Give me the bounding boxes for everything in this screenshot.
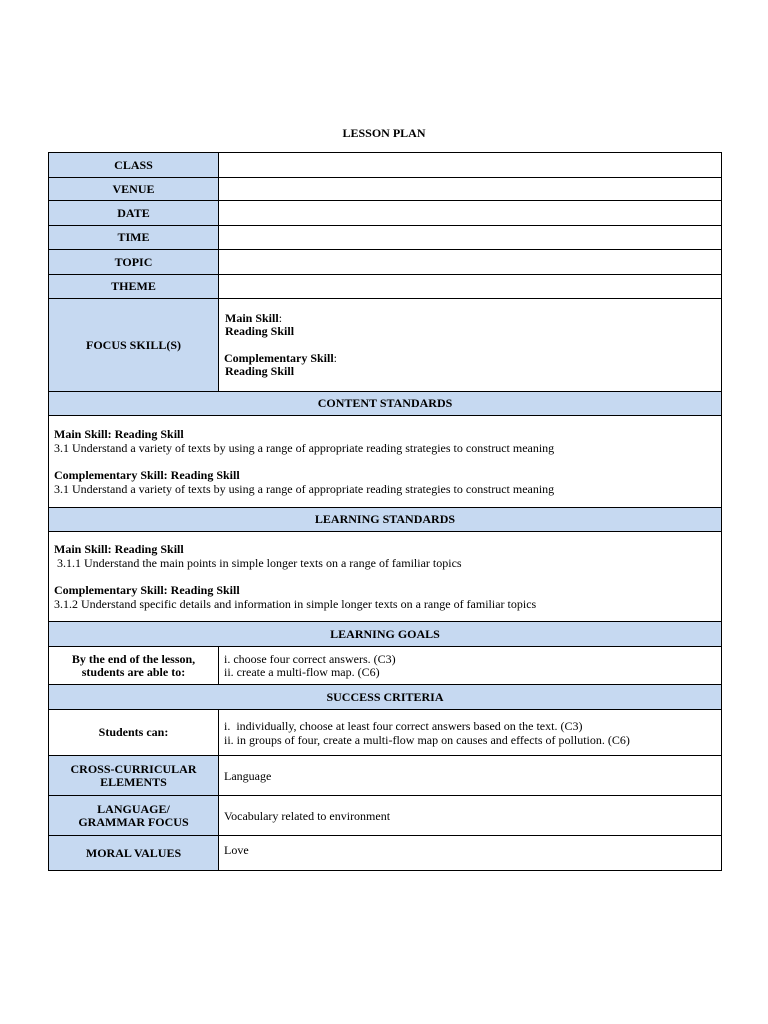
content-standards-header-row (49, 392, 722, 416)
cross-curricular-label (49, 756, 219, 796)
content-standards-row (49, 416, 722, 508)
learning-main-text: 3.1.1 Understand the main points in simple longer texts on a range of familiar topics (54, 556, 462, 570)
moral-values-value: Love (219, 836, 722, 871)
theme-value[interactable] (219, 275, 722, 299)
learning-goals-header-row (49, 622, 722, 647)
content-comp-text: 3.1 Understand a variety of texts by using a range of appropriate reading strategies to construct meaning (54, 482, 555, 496)
learning-standards-header: LEARNING STANDARDS (49, 508, 722, 532)
learning-comp-title: Complementary Skill: Reading Skill (54, 583, 240, 597)
language-focus-value: Vocabulary related to environment (219, 796, 722, 836)
success-criterion-1: i. individually, choose at least four correct answers based on the text. (C3) (224, 718, 583, 733)
page-title: LESSON PLAN (342, 126, 426, 140)
learning-goals-label-line1: By the end of the lesson, (71, 651, 196, 666)
learning-standards-header-row (49, 508, 722, 532)
info-row-venue (49, 178, 722, 201)
time-value[interactable] (219, 226, 722, 250)
cross-curricular-label-line1: CROSS-CURRICULAR (70, 761, 197, 776)
learning-goals-label-line2: students are able to: (81, 664, 186, 679)
learning-goal-1: i. choose four correct answers. (C3) (224, 651, 396, 666)
theme-label: THEME (49, 275, 219, 299)
info-row-theme (49, 275, 722, 299)
topic-value[interactable] (219, 250, 722, 275)
info-row-date (49, 201, 722, 226)
focus-skills-label: FOCUS SKILL(S) (49, 299, 219, 392)
success-criteria-header: SUCCESS CRITERIA (49, 685, 722, 710)
learning-standards-body (49, 532, 722, 622)
moral-values-label: MORAL VALUES (49, 836, 219, 871)
date-value[interactable] (219, 201, 722, 226)
class-label: CLASS (49, 153, 219, 178)
venue-value[interactable] (219, 178, 722, 201)
learning-goals-value (219, 647, 722, 685)
language-focus-label (49, 796, 219, 836)
lesson-plan-table (48, 152, 722, 871)
cross-curricular-row (49, 756, 722, 796)
success-criterion-2: ii. in groups of four, create a multi-flow map on causes and effects of pollution. (C6) (224, 732, 630, 747)
venue-label: VENUE (49, 178, 219, 201)
topic-label: TOPIC (49, 250, 219, 275)
complementary-skill-value: Reading Skill (225, 364, 295, 378)
learning-goals-row (49, 647, 722, 685)
content-comp-title: Complementary Skill: Reading Skill (54, 468, 240, 482)
learning-goals-label (49, 647, 219, 685)
focus-skills-row (49, 299, 722, 392)
learning-goals-header: LEARNING GOALS (49, 622, 722, 647)
cross-curricular-label-line2: ELEMENTS (100, 774, 167, 789)
info-row-topic (49, 250, 722, 275)
learning-comp-text: 3.1.2 Understand specific details and information in simple longer texts on a range of familiar topics (54, 597, 537, 611)
content-standards-header: CONTENT STANDARDS (49, 392, 722, 416)
success-criteria-label: Students can: (49, 710, 219, 756)
content-standards-body (49, 416, 722, 508)
cross-curricular-value: Language (219, 756, 722, 796)
info-row-class (49, 153, 722, 178)
success-criteria-value (219, 710, 722, 756)
info-row-time (49, 226, 722, 250)
main-skill-label: Main Skill (225, 310, 279, 325)
complementary-skill-label: Complementary Skill (224, 350, 334, 365)
success-criteria-header-row (49, 685, 722, 710)
focus-skills-value: Main Skill: Reading Skill Complementary Skill: Reading Skill (219, 299, 722, 392)
learning-goal-2: ii. create a multi-flow map. (C6) (224, 664, 380, 679)
content-main-text: 3.1 Understand a variety of texts by using a range of appropriate reading strategies to construct meaning (54, 441, 555, 455)
class-value[interactable] (219, 153, 722, 178)
time-label: TIME (49, 226, 219, 250)
moral-values-row (49, 836, 722, 871)
date-label: DATE (49, 201, 219, 226)
language-focus-label-line1: LANGUAGE/ (97, 801, 170, 816)
learning-standards-row (49, 532, 722, 622)
success-criteria-row (49, 710, 722, 756)
language-focus-label-line2: GRAMMAR FOCUS (78, 814, 189, 829)
language-focus-row (49, 796, 722, 836)
content-main-title: Main Skill: Reading Skill (54, 427, 184, 441)
learning-main-title: Main Skill: Reading Skill (54, 542, 184, 556)
main-skill-value: Reading Skill (225, 324, 295, 338)
